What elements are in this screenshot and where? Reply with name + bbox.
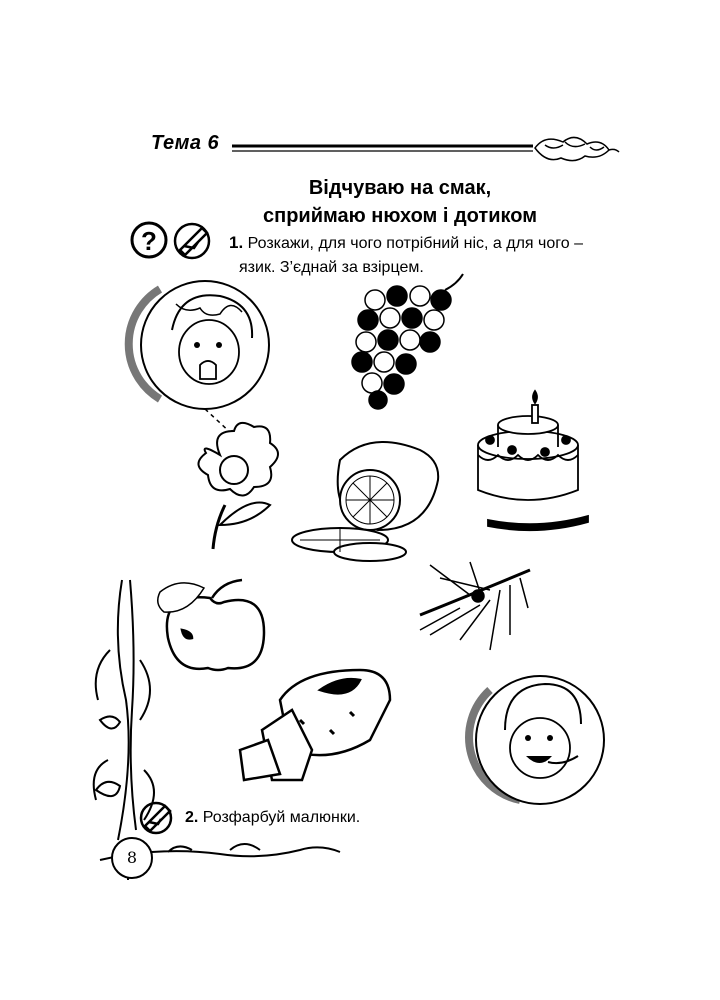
- pine-branch-icon: [420, 562, 530, 650]
- flower-icon: [198, 423, 278, 549]
- task-1-text-line-2: язик. З’єднай за взірцем.: [239, 259, 424, 276]
- grapes-icon: [352, 274, 463, 409]
- task-2: [185, 809, 360, 827]
- task-2-number: 2.: [185, 809, 199, 826]
- lesson-title-line-2: сприймаю нюхом і дотиком: [262, 205, 537, 227]
- cake-icon: [478, 391, 588, 530]
- bread-icon: [240, 670, 390, 780]
- lesson-title: [0, 174, 720, 230]
- leaves-ornament-icon: [535, 137, 619, 160]
- nose-child-icon: [129, 281, 269, 438]
- lemon-icon: [292, 442, 438, 561]
- task-1-text-line-1: Розкажи, для чого потрібний ніс, а для чого –: [247, 235, 583, 252]
- apple-icon: [158, 580, 264, 670]
- task-1: [229, 231, 629, 280]
- svg-text:?: ?: [141, 226, 157, 256]
- tongue-child-icon: [469, 676, 604, 804]
- task-2-text: Розфарбуй малюнки.: [202, 809, 361, 826]
- lesson-title-line-1: Відчуваю на смак,: [308, 177, 492, 199]
- page-number: 8: [126, 848, 138, 867]
- topic-heading: Тема 6: [151, 132, 220, 154]
- header-rule: [232, 146, 533, 151]
- task-1-number: 1.: [229, 233, 244, 252]
